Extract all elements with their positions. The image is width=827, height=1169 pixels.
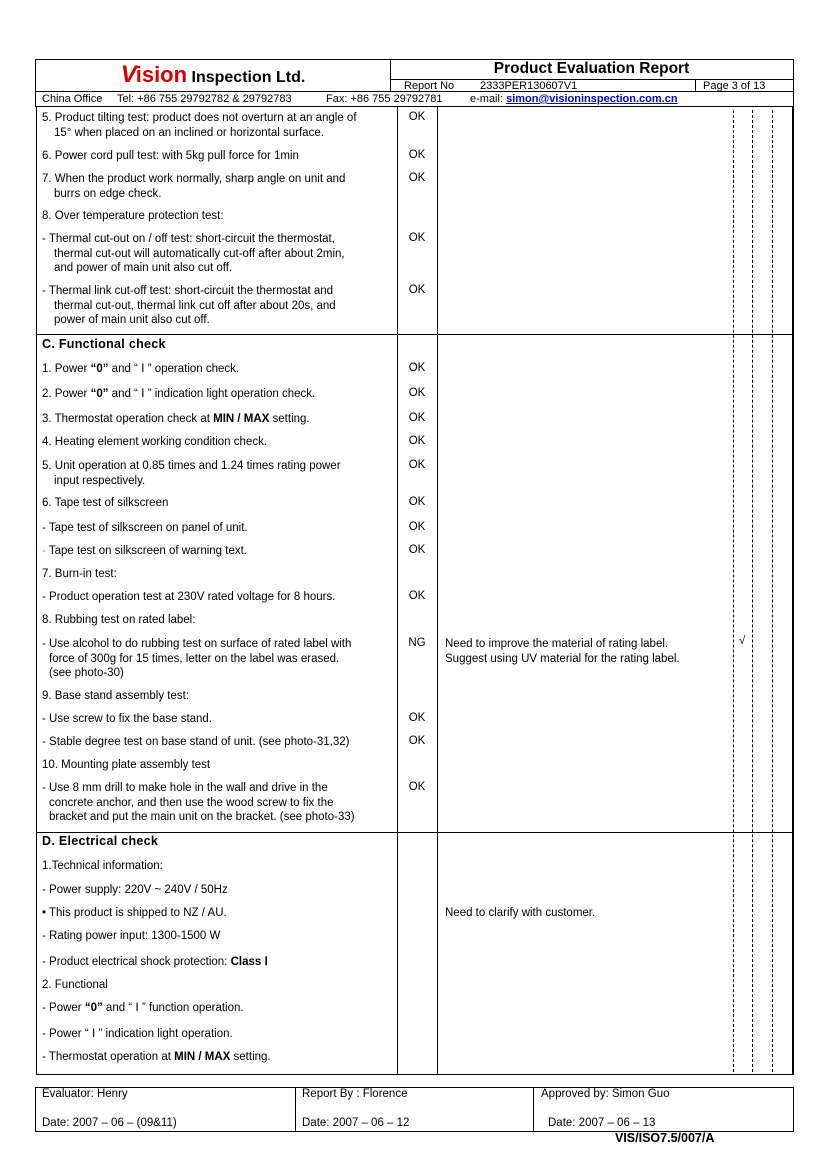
c-result-5: OK [408,459,426,471]
major-defect-check-mark: √ [739,635,746,647]
email-label: e-mail: [470,93,504,105]
c-row-screw-fix: - Use screw to fix the base stand. [42,713,213,725]
d-row-power-supply: - Power supply: 220V ~ 240V / 50Hz [42,884,228,896]
d-row-technical-info: 1.Technical information: [42,860,163,872]
office-tel: Tel: +86 755 29792782 & 29792783 [117,93,292,105]
c-row-thermostat: 3. Thermostat operation check at MIN / MAX setting. [42,413,310,425]
c-result-1: OK [408,362,426,374]
test-row-thermal-cutout: - Thermal cut-out on / off test: short-circuit the thermostat, thermal cut-out will automatically cut-off after about 2min, and power of main unit also cut off. [42,233,345,274]
email-link[interactable]: simon@visioninspection.com.cn [506,93,678,105]
c-row-tape-test: 6. Tape test of silkscreen [42,497,169,509]
c-result-3: OK [408,412,426,424]
c-row-power-operation: 1. Power “0” and “ Ⅰ ” operation check. [42,363,240,375]
c-result-15: OK [408,735,426,747]
d-row-rating-power: - Rating power input: 1300-1500 W [42,930,221,942]
document-number: VIS/ISO7.5/007/A [615,1131,715,1145]
evaluator: Evaluator: Henry [42,1088,128,1100]
result-tilting: OK [408,111,426,123]
section-d-heading: D. Electrical check [42,834,159,848]
office-label: China Office [42,93,103,105]
report-date: Date: 2007 – 06 – 12 [302,1117,410,1129]
c-row-mounting-plate: 10. Mounting plate assembly test [42,759,211,771]
report-no: 2333PER130607V1 [480,80,578,92]
c-remark-12: Need to improve the material of rating label. Suggest using UV material for the rating label. [445,638,680,665]
result-cord-pull: OK [408,149,426,161]
d-row-power-function: - Power “0” and “ Ⅰ ” function operation. [42,1002,244,1014]
section-c-heading: C. Functional check [42,337,166,351]
c-row-heating-element: 4. Heating element working condition check. [42,436,268,448]
c-result-17: OK [408,781,426,793]
c-row-rubbing-alcohol: - Use alcohol to do rubbing test on surface of rated label with force of 300g for 15 times, letter on the label was erased. (see photo-30) [42,638,352,679]
report-by: Report By : Florence [302,1088,408,1100]
c-row-rating-power: 5. Unit operation at 0.85 times and 1.24 times rating power input respectively. [42,460,341,487]
d-remark-clarify: Need to clarify with customer. [445,907,596,919]
c-row-base-stand: 9. Base stand assembly test: [42,690,190,702]
c-row-power-indication: 2. Power “0” and “ Ⅰ ” indication light operation check. [42,388,316,400]
d-row-shock-protection: - Product electrical shock protection: Class Ⅰ [42,956,268,968]
result-thermal-cutout: OK [408,232,426,244]
c-row-burn-in: 7. Burn-in test: [42,568,117,580]
approved-by: Approved by: Simon Guo [541,1088,670,1100]
d-row-thermostat: - Thermostat operation at MIN / MAX setting. [42,1051,271,1063]
test-row-thermal-link: - Thermal link cut-off test: short-circuit the thermostat and thermal cut-out, thermal link cut off after about 20s, and power of main unit also cut off. [42,285,336,326]
c-result-8: OK [408,544,426,556]
d-row-power-indication: - Power “ Ⅰ ” indication light operation. [42,1028,233,1040]
c-row-rubbing: 8. Rubbing test on rated label: [42,614,196,626]
test-row-over-temp: 8. Over temperature protection test: [42,210,224,222]
c-row-stable-degree: - Stable degree test on base stand of unit. (see photo-31,32) [42,736,350,748]
c-result-7: OK [408,521,426,533]
test-row-cord-pull: 6. Power cord pull test: with 5kg pull force for 1min [42,150,299,162]
c-result-4: OK [408,435,426,447]
c-row-tape-panel: - Tape test of silkscreen on panel of unit. [42,522,248,534]
test-row-sharp-edge: 7. When the product work normally, sharp angle on unit and burrs on edge check. [42,173,346,200]
result-sharp-edge: OK [408,172,426,184]
d-row-shipped-to: • This product is shipped to NZ / AU. [42,907,227,919]
d-row-functional: 2. Functional [42,979,108,991]
test-row-tilting: 5. Product tilting test: product does not overturn at an angle of 15° when placed on an inclined or horizontal surface. [42,112,357,139]
evaluator-date: Date: 2007 – 06 – (09&11) [42,1117,177,1129]
approved-date: Date: 2007 – 06 – 13 [548,1117,656,1129]
c-result-6: OK [408,496,426,508]
c-row-drill: - Use 8 mm drill to make hole in the wall and drive in the concrete anchor, and then use the wood screw to fix the bracket and put the main unit on the bracket. (see photo-33) [42,782,355,823]
company-logo: Vision Inspection Ltd. [120,61,306,88]
c-result-10: OK [408,590,426,602]
report-no-label: Report No [404,80,455,92]
page-number: Page 3 of 13 [703,80,766,92]
report-title: Product Evaluation Report [493,60,690,77]
result-thermal-link: OK [408,284,426,296]
c-result-2: OK [408,387,426,399]
c-row-tape-warning: - Tape test on silkscreen of warning text. [42,545,247,557]
c-result-12: NG [408,637,426,649]
c-row-burn-in-230v: - Product operation test at 230V rated voltage for 8 hours. [42,591,336,603]
c-result-14: OK [408,712,426,724]
office-fax: Fax: +86 755 29792781 [326,93,443,105]
